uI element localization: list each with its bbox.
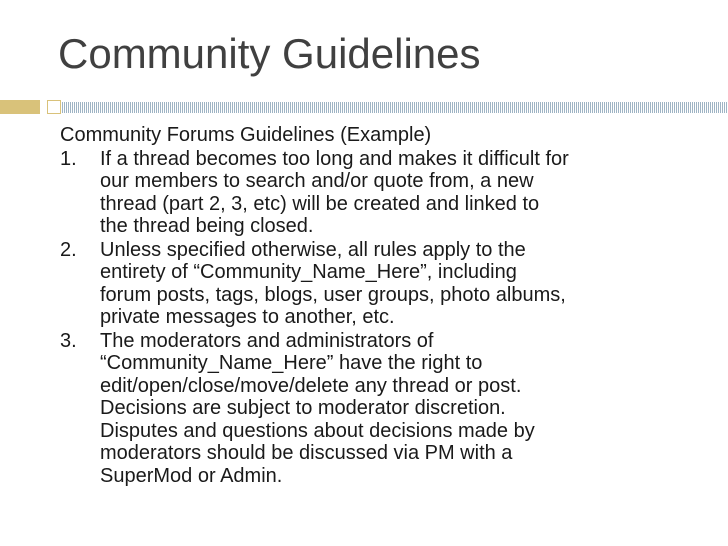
divider-hatch-bar [62,102,728,113]
rule-number: 3. [60,329,77,352]
rule-line: SuperMod or Admin. [100,464,283,487]
title-divider [0,100,728,114]
divider-square [47,100,61,114]
rule-line: private messages to another, etc. [100,306,395,328]
rule-item-1 [60,148,728,238]
rule-number: 2. [60,238,77,261]
rule-line: Disputes and questions about decisions made by [100,419,535,442]
body-heading: Community Forums Guidelines (Example) [60,124,432,146]
rule-line: edit/open/close/move/delete any thread or post. [100,374,522,397]
rule-line: the thread being closed. [100,215,314,237]
rule-line: moderators should be discussed via PM with a [100,442,513,464]
rule-line: Decisions are subject to moderator discretion. [100,397,506,419]
rule-item-3 [60,330,728,488]
rule-line: thread (part 2, 3, etc) will be created and linked to [100,192,540,215]
rule-item-2 [60,239,728,329]
rule-line: forum posts, tags, blogs, user groups, photo albums, [100,283,566,306]
slide-body [60,124,728,488]
rule-line: “Community_Name_Here” have the right to [100,352,483,374]
rule-number: 1. [60,147,77,170]
rule-line: If a thread becomes too long and makes it difficult for [100,147,569,170]
rule-line: The moderators and administrators of [100,329,434,352]
rule-text [100,239,728,329]
rule-text [100,148,728,238]
rule-text [100,330,728,488]
rule-line: Unless specified otherwise, all rules apply to the [100,238,526,261]
divider-gold-bar [0,100,40,114]
rule-line: entirety of “Community_Name_Here”, including [100,261,517,283]
rule-line: our members to search and/or quote from, a new [100,170,534,192]
slide-title: Community Guidelines [58,30,481,77]
